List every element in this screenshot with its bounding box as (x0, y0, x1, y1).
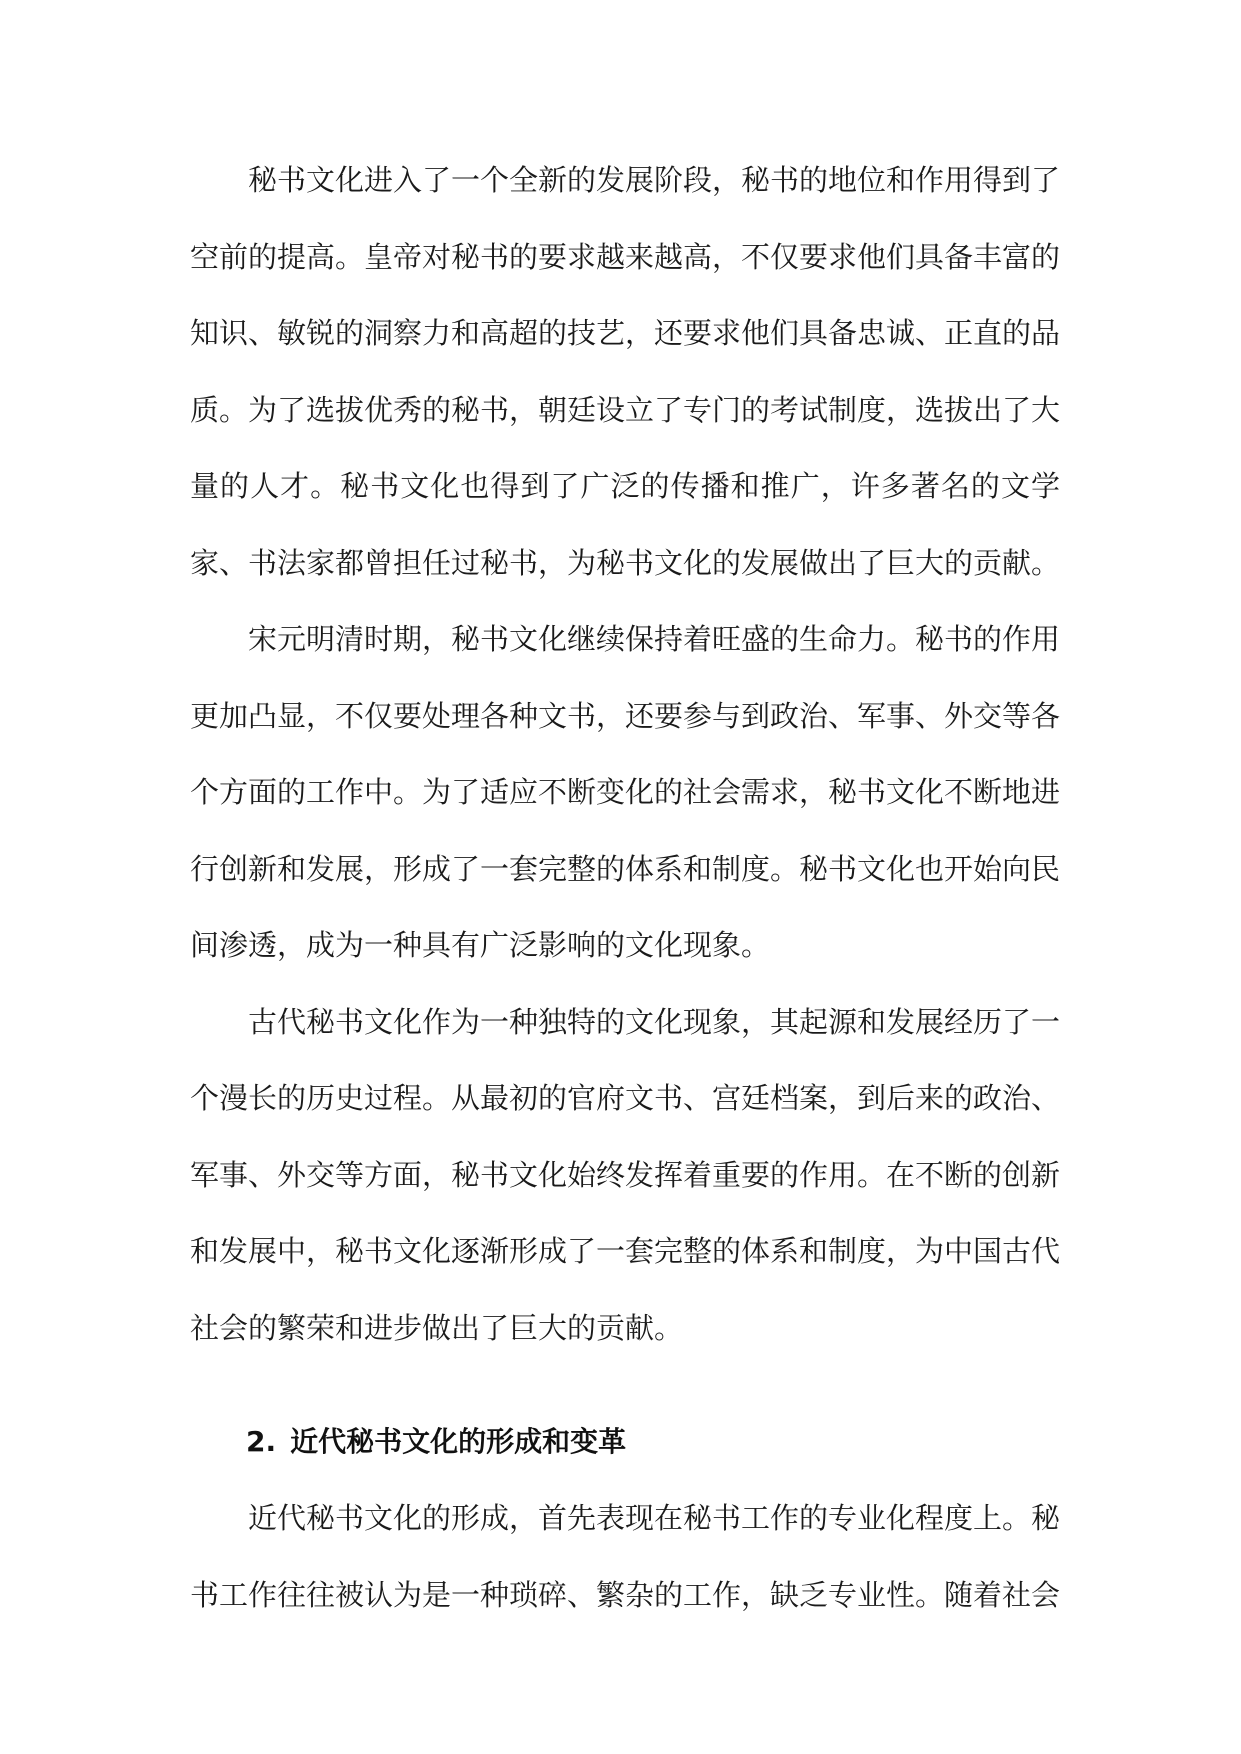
paragraph-2: 宋元明清时期，秘书文化继续保持着旺盛的生命力。秘书的作用更加凸显，不仅要处理各种文书，还要参与到政治、军事、外交等各个方面的工作中。为了适应不断变化的社会需求，秘书文化不断地进行创新和发展，形成了一套完整的体系和制度。秘书文化也开始向民间渗透，成为一种具有广泛影响的文化现象。 (190, 622, 1061, 962)
paragraph-3: 古代秘书文化作为一种独特的文化现象，其起源和发展经历了一个漫长的历史过程。从最初的官府文书、宫廷档案，到后来的政治、军事、外交等方面，秘书文化始终发挥着重要的作用。在不断的创新和发展中，秘书文化逐渐形成了一套完整的体系和制度，为中国古代社会的繁荣和进步做出了巨大的贡献。 (190, 1004, 1061, 1345)
section-number: 2. (246, 1425, 277, 1458)
section-heading (190, 1404, 1060, 1480)
section-title: 近代秘书文化的形成和变革 (290, 1425, 627, 1458)
document-body (190, 142, 1060, 1633)
paragraph-1: 秘书文化进入了一个全新的发展阶段，秘书的地位和作用得到了空前的提高。皇帝对秘书的要求越来越高，不仅要求他们具备丰富的知识、敏锐的洞察力和高超的技艺，还要求他们具备忠诚、正直的品质。为了选拔优秀的秘书，朝廷设立了专门的考试制度，选拔出了大量的人才。秘书文化也得到了广泛的传播和推广，许多著名的文学家、书法家都曾担任过秘书，为秘书文化的发展做出了巨大的贡献。 (190, 163, 1061, 580)
paragraph-4: 近代秘书文化的形成，首先表现在秘书工作的专业化程度上。秘书工作往往被认为是一种琐碎、繁杂的工作，缺乏专业性。随着社会 (190, 1501, 1061, 1612)
